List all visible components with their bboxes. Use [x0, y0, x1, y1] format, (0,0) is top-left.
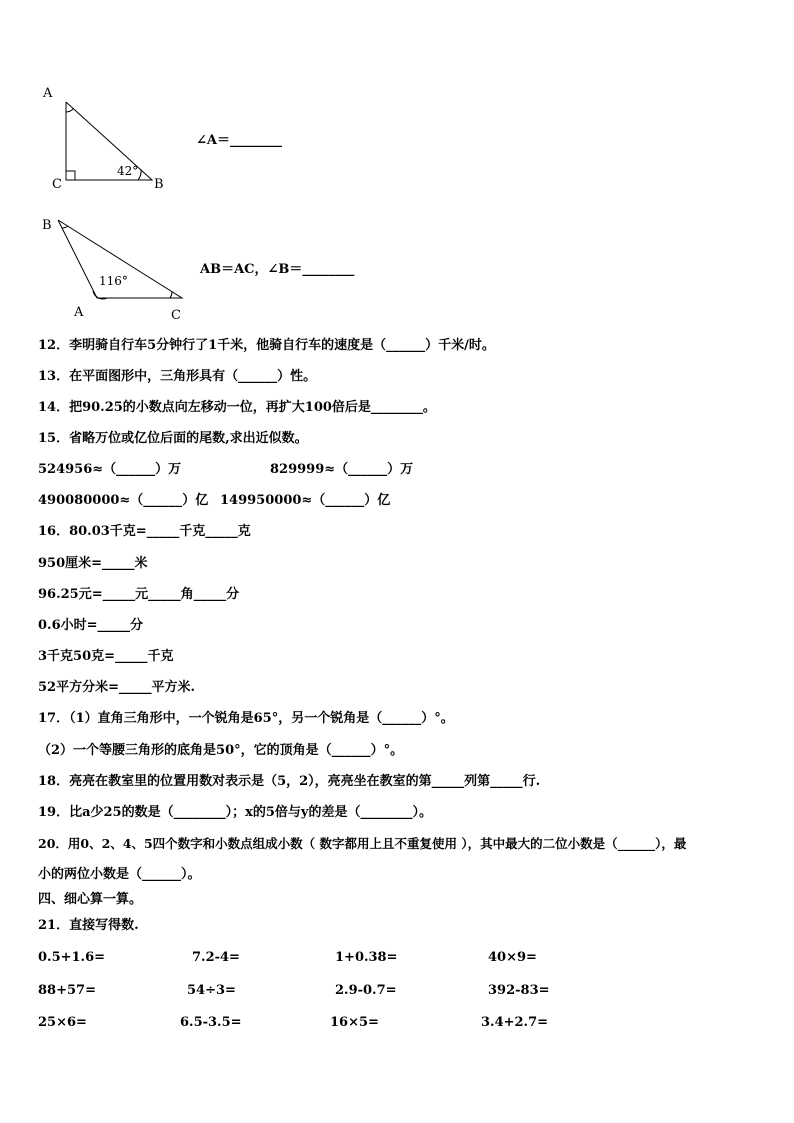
vertex-a-label: A	[74, 305, 84, 320]
calc-item: 392-83=	[488, 983, 550, 998]
question-15-c: 490080000≈（______）亿	[38, 493, 209, 508]
calc-item: 16×5=	[330, 1015, 379, 1030]
calc-item: 2.9-0.7=	[335, 983, 397, 998]
question-16-d: 3千克50克=_____千克	[38, 649, 174, 664]
section-4-heading: 四、细心算一算。	[38, 892, 143, 907]
calc-item: 6.5-3.5=	[180, 1015, 242, 1030]
question-13: 13．在平面图形中，三角形具有（______）性。	[38, 369, 317, 384]
calc-item: 88+57=	[38, 983, 96, 998]
question-16: 16．80.03千克=_____千克_____克	[38, 524, 251, 539]
vertex-a-label: A	[43, 86, 53, 101]
calc-item: 3.4+2.7=	[481, 1015, 549, 1030]
vertex-b-label: B	[42, 218, 52, 233]
question-14: 14．把90.25的小数点向左移动一位，再扩大100倍后是________。	[38, 400, 436, 415]
angle-a-label: 116°	[99, 274, 128, 288]
question-16-a: 950厘米=_____米	[38, 556, 148, 571]
calc-item: 7.2-4=	[192, 950, 240, 965]
vertex-c-label: C	[171, 308, 181, 323]
angle-b-label: 42°	[117, 164, 139, 178]
calc-item: 1+0.38=	[335, 950, 398, 965]
question-16-c: 0.6小时=_____分	[38, 618, 144, 633]
question-20-line-2: 小的两位小数是（______）。	[38, 867, 201, 882]
question-19: 19．比a少25的数是（________）；x的5倍与y的差是（________）。	[38, 805, 432, 820]
calc-item: 54÷3=	[187, 983, 236, 998]
calc-item: 25×6=	[38, 1015, 87, 1030]
question-17-1: 17．（1）直角三角形中，一个锐角是65°，另一个锐角是（______）°。	[38, 711, 454, 726]
question-15-b: 829999≈（______）万	[270, 462, 414, 477]
calc-item: 40×9=	[488, 950, 537, 965]
calc-item: 0.5+1.6=	[38, 950, 106, 965]
question-15-d: 149950000≈（______）亿	[220, 493, 391, 508]
vertex-b-label: B	[154, 177, 164, 192]
vertex-c-label: C	[52, 177, 62, 192]
question-16-e: 52平方分米=_____平方米.	[38, 680, 196, 695]
triangle-figure-1	[0, 0, 794, 320]
figure2-prompt: AB＝AC，∠B＝________	[200, 262, 355, 277]
question-15-a: 524956≈（______）万	[38, 462, 182, 477]
question-17-2: （2）一个等腰三角形的底角是50°，它的顶角是（______）°。	[38, 743, 404, 758]
question-18: 18．亮亮在教室里的位置用数对表示是（5，2），亮亮坐在教室的第_____列第_____行.	[38, 774, 541, 789]
question-12: 12．李明骑自行车5分钟行了1千米，他骑自行车的速度是（______）千米/时。	[38, 338, 495, 353]
question-15: 15．省略万位或亿位后面的尾数,求出近似数。	[38, 431, 308, 446]
figure1-prompt: ∠A＝________	[196, 133, 282, 148]
question-21: 21．直接写得数.	[38, 918, 139, 933]
question-16-b: 96.25元=_____元_____角_____分	[38, 587, 240, 602]
question-20-line-1: 20．用0、2、4、5四个数字和小数点组成小数（ 数字都用上且不重复使用 ），其中最大的二位小数是（______），最	[38, 836, 687, 851]
